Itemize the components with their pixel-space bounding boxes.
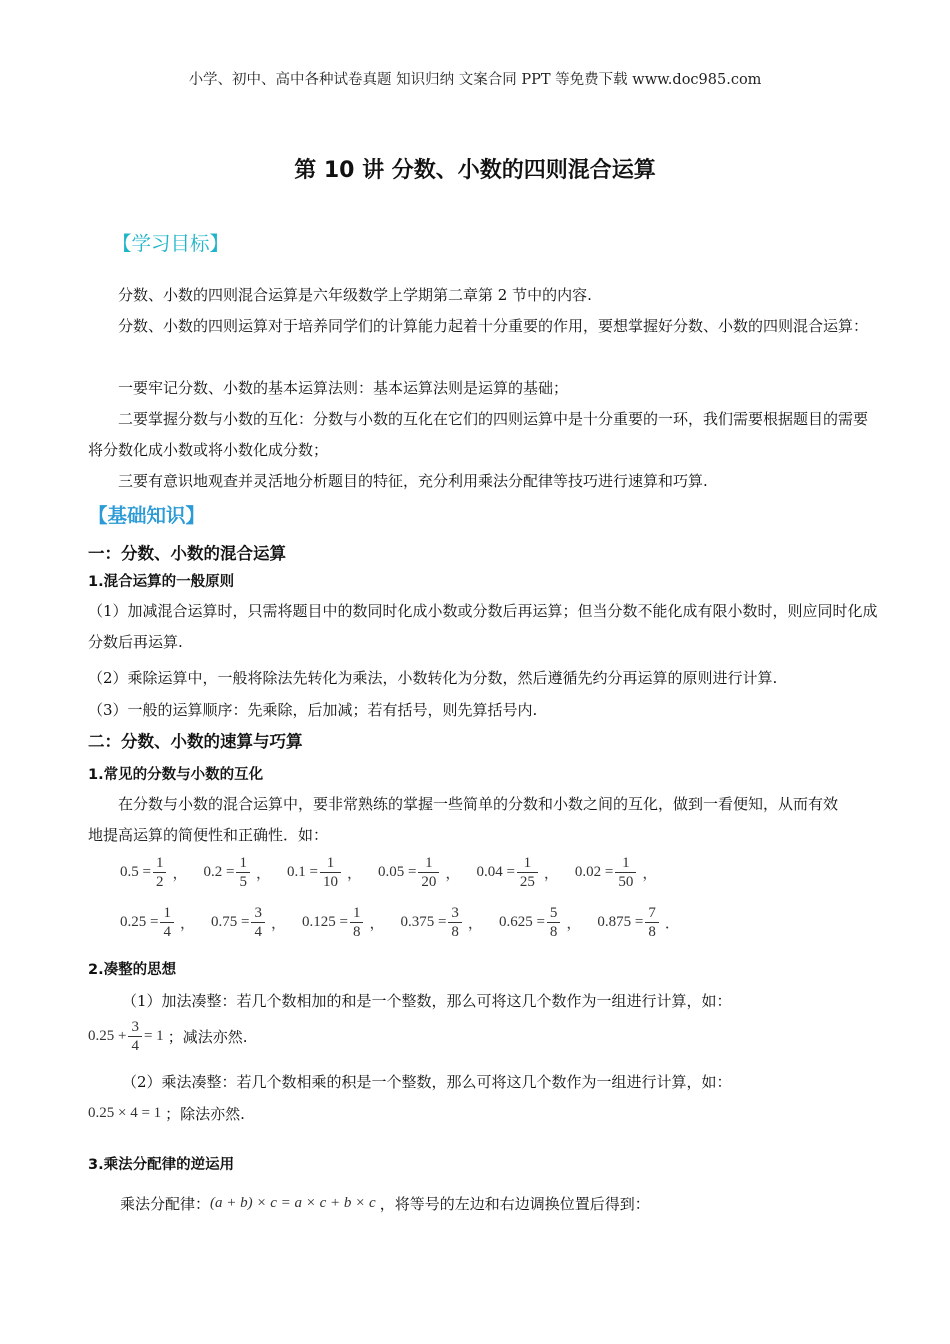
conversion-item <box>302 904 390 941</box>
fraction-denominator: 8 <box>648 924 656 940</box>
fraction-value <box>350 904 364 941</box>
decimal-value: 0.875 = <box>597 914 644 930</box>
conversion-item <box>378 854 466 891</box>
separator: ， <box>566 916 582 932</box>
distributive-expr: (a + b) × c = a × c + b × c <box>210 1195 376 1211</box>
subheading-rounding: 2.凑整的思想 <box>88 962 177 978</box>
fraction-value <box>160 904 174 941</box>
fraction-value <box>153 854 167 891</box>
separator: ， <box>642 866 658 882</box>
decimal-value: 0.02 = <box>574 864 614 880</box>
fraction-value <box>320 854 341 891</box>
separator: ， <box>179 916 195 932</box>
distributive-label: 乘法分配律： <box>120 1195 211 1213</box>
addition-expr-right: = 1 <box>143 1028 164 1044</box>
fraction-denominator: 4 <box>163 924 171 940</box>
rule-1: （1）加减混合运算时，只需将题目中的数同时化成小数或分数后再运算；但当分数不能化成有限小数时，则应同时化成分数后再运算. <box>88 602 878 651</box>
multiplication-expr: 0.25 × 4 = 1 <box>88 1105 162 1121</box>
fraction-denominator: 4 <box>254 924 262 940</box>
decimal-value: 0.5 = <box>120 864 151 880</box>
fraction-numerator: 1 <box>320 854 341 873</box>
fraction-numerator: 1 <box>350 904 364 923</box>
separator: ， <box>369 916 385 932</box>
addition-tail: ；减法亦然. <box>167 1028 248 1046</box>
fraction-value <box>517 854 538 891</box>
fraction-numerator: 5 <box>547 904 561 923</box>
fraction-value <box>615 854 636 891</box>
separator: ． <box>664 916 680 932</box>
multiplication-tail: ；除法亦然. <box>165 1105 245 1123</box>
fraction-value <box>547 904 561 941</box>
fraction-numerator: 1 <box>153 854 167 873</box>
multiplication-rounding-text: （2）乘法凑整：若几个数相乘的积是一个整数，那么可将这几个数作为一组进行计算，如： <box>122 1073 732 1091</box>
decimal-value: 0.625 = <box>498 914 545 930</box>
conversion-item <box>400 904 488 941</box>
goal-paragraph-2: 分数、小数的四则运算对于培养同学们的计算能力起着十分重要的作用，要想掌握好分数、小数的四则混合运算： <box>118 317 869 335</box>
addition-example <box>88 1018 247 1055</box>
goal-paragraph-5: 三要有意识地观查并灵活地分析题目的特征，充分利用乘法分配律等技巧进行速算和巧算. <box>118 472 708 490</box>
separator: ， <box>172 866 188 882</box>
addition-fraction <box>128 1018 142 1055</box>
separator: ， <box>270 916 286 932</box>
conversion-item <box>499 904 587 941</box>
decimal-value: 0.05 = <box>377 864 417 880</box>
fraction-numerator: 1 <box>418 854 439 873</box>
fraction-denominator: 20 <box>421 874 437 890</box>
fraction-value <box>448 904 462 941</box>
conversion-item <box>476 854 564 891</box>
conversion-item <box>597 904 685 941</box>
decimal-value: 0.25 = <box>120 914 159 930</box>
conversion-item <box>120 904 201 941</box>
separator: ， <box>467 916 483 932</box>
conversion-intro: 在分数与小数的混合运算中，要非常熟练的掌握一些简单的分数和小数之间的互化，做到一看便知，从而有效地提高运算的简便性和正确性．如： <box>88 795 839 844</box>
fraction-numerator: 1 <box>615 854 636 873</box>
fraction-denominator: 8 <box>451 924 459 940</box>
decimal-value: 0.375 = <box>400 914 447 930</box>
fraction-value <box>251 904 265 941</box>
addition-fraction-denominator: 4 <box>131 1038 139 1054</box>
conversion-item <box>120 854 193 891</box>
subheading-principles: 1.混合运算的一般原则 <box>88 574 235 590</box>
decimal-value: 0.04 = <box>476 864 515 880</box>
conversion-row-2 <box>120 904 696 941</box>
fraction-numerator: 1 <box>160 904 174 923</box>
separator: ， <box>346 866 362 882</box>
distributive-law <box>120 1193 650 1214</box>
separator: ， <box>543 866 559 882</box>
goal-paragraph-1: 分数、小数的四则混合运算是六年级数学上学期第二章第 2 节中的内容. <box>118 286 592 304</box>
distributive-tail: ，将等号的左边和右边调换位置后得到： <box>379 1195 650 1213</box>
separator: ， <box>445 866 461 882</box>
rule-2: （2）乘除运算中，一般将除法先转化为乘法，小数转化为分数，然后遵循先约分再运算的原则进行计算. <box>88 669 778 687</box>
site-header: 小学、初中、高中各种试卷真题 知识归纳 文案合同 PPT 等免费下载 www.doc985.com <box>188 72 762 88</box>
fraction-denominator: 10 <box>322 874 338 890</box>
fraction-numerator: 3 <box>448 904 462 923</box>
fraction-numerator: 7 <box>645 904 659 923</box>
conversion-row-1 <box>120 854 673 891</box>
fraction-denominator: 8 <box>352 924 361 940</box>
decimal-value: 0.2 = <box>203 864 235 880</box>
fraction-value <box>645 904 659 941</box>
goal-paragraph-4: 二要掌握分数与小数的互化：分数与小数的互化在它们的四则运算中是十分重要的一环，我们需要根据题目的需要将分数化成小数或将小数化成分数； <box>88 410 869 459</box>
subheading-conversion: 1.常见的分数与小数的互化 <box>88 767 264 783</box>
conversion-item <box>211 904 292 941</box>
goal-paragraph-3: 一要牢记分数、小数的基本运算法则：基本运算法则是运算的基础； <box>118 379 569 397</box>
decimal-value: 0.125 = <box>301 914 348 930</box>
heading-one: 一：分数、小数的混合运算 <box>88 544 286 563</box>
fraction-denominator: 8 <box>549 924 558 940</box>
addition-fraction-numerator: 3 <box>128 1018 142 1037</box>
fraction-value <box>236 854 250 891</box>
conversion-item <box>575 854 663 891</box>
fraction-numerator: 1 <box>236 854 250 873</box>
conversion-item <box>203 854 276 891</box>
decimal-value: 0.75 = <box>210 914 250 930</box>
fraction-denominator: 25 <box>519 874 535 890</box>
section-learning-goals-label: 【学习目标】 <box>112 232 230 255</box>
page-title: 第 10 讲 分数、小数的四则混合运算 <box>294 158 656 183</box>
section-basic-knowledge-label: 【基础知识】 <box>88 504 206 527</box>
fraction-denominator: 2 <box>155 874 164 890</box>
fraction-denominator: 5 <box>239 874 247 890</box>
addition-expr-left: 0.25 + <box>88 1028 127 1044</box>
subheading-distributive: 3.乘法分配律的逆运用 <box>88 1157 235 1173</box>
decimal-value: 0.1 = <box>286 864 318 880</box>
separator: ， <box>255 866 271 882</box>
conversion-item <box>287 854 368 891</box>
rule-3: （3）一般的运算顺序：先乘除，后加减；若有括号，则先算括号内. <box>88 701 538 719</box>
fraction-numerator: 1 <box>517 854 538 873</box>
multiplication-example <box>88 1103 245 1124</box>
fraction-denominator: 50 <box>618 874 634 890</box>
addition-rounding-text: （1）加法凑整：若几个数相加的和是一个整数，那么可将这几个数作为一组进行计算，如： <box>122 992 732 1010</box>
fraction-numerator: 3 <box>251 904 265 923</box>
fraction-value <box>418 854 439 891</box>
heading-two: 二：分数、小数的速算与巧算 <box>88 732 303 751</box>
